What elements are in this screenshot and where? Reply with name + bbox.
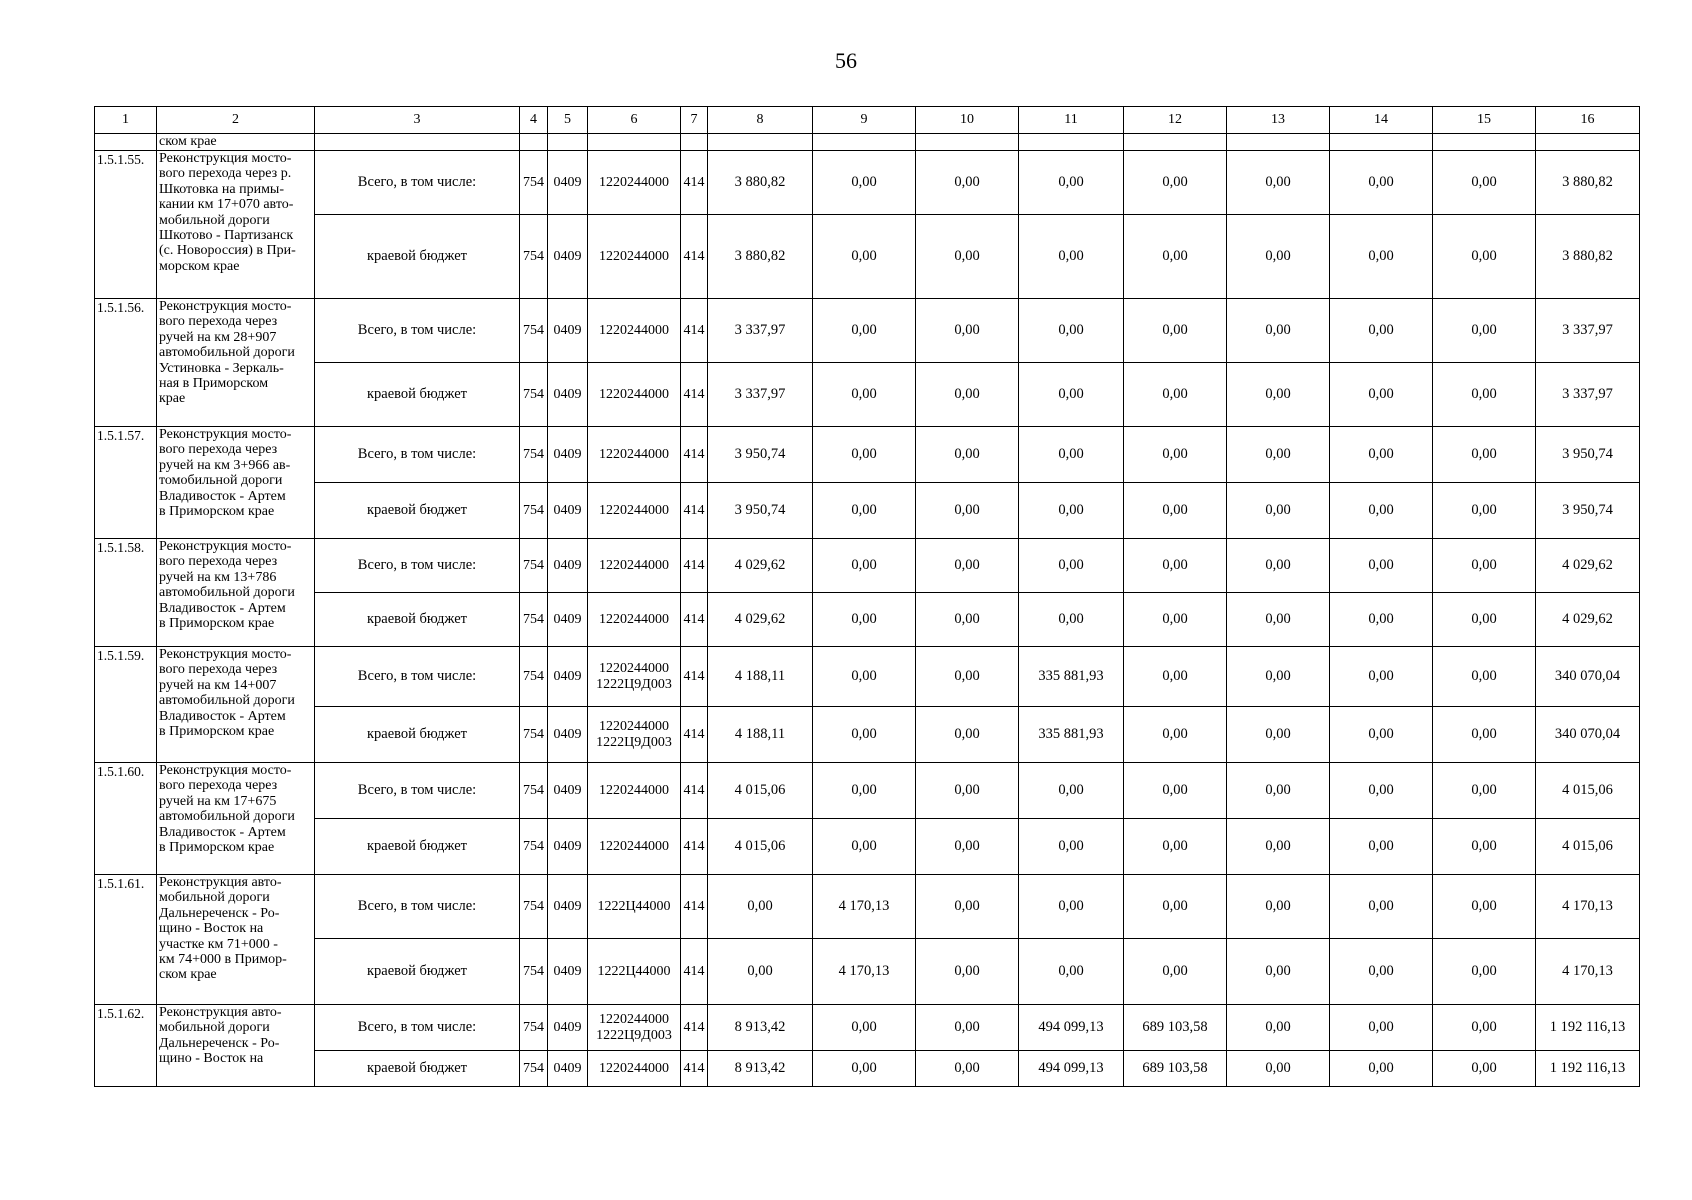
item-code: 1.5.1.62. [95,1005,157,1087]
col5-cell: 0409 [548,215,588,299]
funding-source: краевой бюджет [315,363,520,427]
col16-value: 4 029,62 [1536,593,1640,647]
col11-value: 494 099,13 [1019,1051,1124,1087]
table-row [95,819,1640,875]
col10-value: 0,00 [916,1005,1019,1051]
col7-cell: 414 [681,763,708,819]
col9-value: 0,00 [813,215,916,299]
col14-value: 0,00 [1330,1051,1433,1087]
col16-value: 1 192 116,13 [1536,1005,1640,1051]
column-header: 2 [157,107,315,134]
item-code: 1.5.1.55. [95,151,157,299]
col16-value: 340 070,04 [1536,647,1640,707]
col7-cell: 414 [681,151,708,215]
column-header: 5 [548,107,588,134]
col16-value: 3 337,97 [1536,363,1640,427]
col9-value: 0,00 [813,593,916,647]
table-row [95,539,1640,593]
col8-value: 8 913,42 [708,1005,813,1051]
col9-value: 0,00 [813,763,916,819]
col10-value: 0,00 [916,483,1019,539]
column-header: 4 [520,107,548,134]
col6-cell: 1220244000 [588,299,681,363]
col4-cell: 754 [520,151,548,215]
col5-cell: 0409 [548,539,588,593]
col6-cell: 1220244000 [588,539,681,593]
col13-value: 0,00 [1227,763,1330,819]
col4-cell: 754 [520,875,548,939]
funding-source: Всего, в том числе: [315,1005,520,1051]
funding-source: Всего, в том числе: [315,151,520,215]
col11-value: 0,00 [1019,539,1124,593]
col10-value: 0,00 [916,819,1019,875]
col13-value: 0,00 [1227,593,1330,647]
funding-source: краевой бюджет [315,593,520,647]
empty-cell [95,134,157,151]
col11-value: 0,00 [1019,215,1124,299]
column-header: 1 [95,107,157,134]
col11-value: 0,00 [1019,483,1124,539]
column-header: 6 [588,107,681,134]
empty-cell [1536,134,1640,151]
col5-cell: 0409 [548,647,588,707]
col6-cell: 1220244000 1222Ц9Д003 [588,707,681,763]
col14-value: 0,00 [1330,939,1433,1005]
col7-cell: 414 [681,427,708,483]
col4-cell: 754 [520,1051,548,1087]
col12-value: 0,00 [1124,151,1227,215]
col9-value: 4 170,13 [813,939,916,1005]
empty-cell [813,134,916,151]
col4-cell: 754 [520,647,548,707]
col8-value: 3 337,97 [708,299,813,363]
table-row [95,707,1640,763]
col12-value: 0,00 [1124,483,1227,539]
col11-value: 0,00 [1019,427,1124,483]
col7-cell: 414 [681,483,708,539]
item-description: Реконструкция мосто- вого перехода через ручей на км 14+007 автомобильной дороги Владивосток - Артем в Приморском крае [157,647,315,763]
table-row [95,763,1640,819]
col11-value: 0,00 [1019,939,1124,1005]
funding-source: краевой бюджет [315,215,520,299]
col4-cell: 754 [520,427,548,483]
col8-value: 4 188,11 [708,707,813,763]
col9-value: 0,00 [813,151,916,215]
col12-value: 0,00 [1124,539,1227,593]
col11-value: 0,00 [1019,151,1124,215]
funding-source: Всего, в том числе: [315,875,520,939]
table-row [95,1005,1640,1051]
table-row [95,151,1640,215]
col13-value: 0,00 [1227,875,1330,939]
col4-cell: 754 [520,939,548,1005]
item-description: Реконструкция мосто- вого перехода через ручей на км 3+966 ав- томобильной дороги Владивосток - Артем в Приморском крае [157,427,315,539]
col10-value: 0,00 [916,151,1019,215]
col10-value: 0,00 [916,427,1019,483]
col4-cell: 754 [520,819,548,875]
col15-value: 0,00 [1433,427,1536,483]
table-row [95,299,1640,363]
col16-value: 3 880,82 [1536,151,1640,215]
col4-cell: 754 [520,1005,548,1051]
funding-source: краевой бюджет [315,707,520,763]
column-header: 13 [1227,107,1330,134]
col6-cell: 1222Ц44000 [588,875,681,939]
col12-value: 0,00 [1124,363,1227,427]
item-description: Реконструкция мосто- вого перехода через ручей на км 17+675 автомобильной дороги Владивосток - Артем в Приморском крае [157,763,315,875]
col6-cell: 1220244000 [588,427,681,483]
col7-cell: 414 [681,875,708,939]
table-row [95,363,1640,427]
column-header: 3 [315,107,520,134]
col4-cell: 754 [520,763,548,819]
col13-value: 0,00 [1227,363,1330,427]
col12-value: 0,00 [1124,215,1227,299]
col14-value: 0,00 [1330,483,1433,539]
col10-value: 0,00 [916,299,1019,363]
col13-value: 0,00 [1227,1051,1330,1087]
col10-value: 0,00 [916,363,1019,427]
column-header: 16 [1536,107,1640,134]
col7-cell: 414 [681,819,708,875]
col14-value: 0,00 [1330,875,1433,939]
col4-cell: 754 [520,593,548,647]
col16-value: 1 192 116,13 [1536,1051,1640,1087]
col16-value: 340 070,04 [1536,707,1640,763]
col9-value: 0,00 [813,707,916,763]
col16-value: 4 015,06 [1536,819,1640,875]
col11-value: 0,00 [1019,763,1124,819]
col6-cell: 1220244000 [588,819,681,875]
col15-value: 0,00 [1433,539,1536,593]
col14-value: 0,00 [1330,647,1433,707]
col10-value: 0,00 [916,215,1019,299]
col7-cell: 414 [681,707,708,763]
col5-cell: 0409 [548,707,588,763]
col10-value: 0,00 [916,763,1019,819]
col15-value: 0,00 [1433,1005,1536,1051]
col6-cell: 1220244000 [588,215,681,299]
col8-value: 3 880,82 [708,215,813,299]
item-code: 1.5.1.61. [95,875,157,1005]
col9-value: 0,00 [813,819,916,875]
col4-cell: 754 [520,215,548,299]
col6-cell: 1220244000 [588,1051,681,1087]
col13-value: 0,00 [1227,427,1330,483]
col11-value: 0,00 [1019,819,1124,875]
col5-cell: 0409 [548,763,588,819]
col8-value: 4 029,62 [708,539,813,593]
col7-cell: 414 [681,539,708,593]
col14-value: 0,00 [1330,363,1433,427]
col5-cell: 0409 [548,1005,588,1051]
empty-cell [548,134,588,151]
col13-value: 0,00 [1227,939,1330,1005]
table-row [95,427,1640,483]
col5-cell: 0409 [548,363,588,427]
col4-cell: 754 [520,539,548,593]
col12-value: 0,00 [1124,819,1227,875]
col6-cell: 1220244000 [588,363,681,427]
column-header: 7 [681,107,708,134]
col14-value: 0,00 [1330,819,1433,875]
col15-value: 0,00 [1433,483,1536,539]
page-number: 56 [835,48,857,73]
col16-value: 3 880,82 [1536,215,1640,299]
col7-cell: 414 [681,363,708,427]
col12-value: 0,00 [1124,939,1227,1005]
col8-value: 0,00 [708,939,813,1005]
col7-cell: 414 [681,299,708,363]
col12-value: 689 103,58 [1124,1051,1227,1087]
col11-value: 335 881,93 [1019,647,1124,707]
col14-value: 0,00 [1330,539,1433,593]
col6-cell: 1220244000 [588,151,681,215]
empty-cell [1227,134,1330,151]
col7-cell: 414 [681,647,708,707]
funding-source: Всего, в том числе: [315,299,520,363]
col13-value: 0,00 [1227,1005,1330,1051]
col14-value: 0,00 [1330,215,1433,299]
col12-value: 0,00 [1124,299,1227,363]
col9-value: 4 170,13 [813,875,916,939]
col12-value: 0,00 [1124,647,1227,707]
col8-value: 3 950,74 [708,427,813,483]
col14-value: 0,00 [1330,427,1433,483]
empty-cell [681,134,708,151]
funding-source: Всего, в том числе: [315,539,520,593]
col15-value: 0,00 [1433,939,1536,1005]
col6-cell: 1220244000 1222Ц9Д003 [588,1005,681,1051]
col11-value: 0,00 [1019,593,1124,647]
col8-value: 4 015,06 [708,819,813,875]
table-row [95,875,1640,939]
column-header: 14 [1330,107,1433,134]
col14-value: 0,00 [1330,763,1433,819]
col12-value: 689 103,58 [1124,1005,1227,1051]
col13-value: 0,00 [1227,647,1330,707]
empty-cell [588,134,681,151]
col5-cell: 0409 [548,151,588,215]
col5-cell: 0409 [548,593,588,647]
item-code: 1.5.1.59. [95,647,157,763]
empty-cell [1433,134,1536,151]
col10-value: 0,00 [916,707,1019,763]
table-row [95,483,1640,539]
col14-value: 0,00 [1330,299,1433,363]
column-header: 8 [708,107,813,134]
col11-value: 0,00 [1019,363,1124,427]
empty-cell [708,134,813,151]
col5-cell: 0409 [548,939,588,1005]
col11-value: 335 881,93 [1019,707,1124,763]
col14-value: 0,00 [1330,1005,1433,1051]
col15-value: 0,00 [1433,593,1536,647]
col7-cell: 414 [681,1051,708,1087]
col9-value: 0,00 [813,1051,916,1087]
column-header: 12 [1124,107,1227,134]
col6-cell: 1220244000 [588,593,681,647]
col8-value: 3 950,74 [708,483,813,539]
funding-source: Всего, в том числе: [315,763,520,819]
empty-cell [1330,134,1433,151]
col4-cell: 754 [520,363,548,427]
col10-value: 0,00 [916,1051,1019,1087]
item-description: Реконструкция авто- мобильной дороги Дальнереченск - Ро- щино - Восток на участке км 71+000 - км 74+000 в Примор- ском крае [157,875,315,1005]
col4-cell: 754 [520,707,548,763]
table-row [95,647,1640,707]
col12-value: 0,00 [1124,707,1227,763]
col4-cell: 754 [520,483,548,539]
col11-value: 0,00 [1019,875,1124,939]
col16-value: 4 170,13 [1536,875,1640,939]
funding-source: Всего, в том числе: [315,427,520,483]
col12-value: 0,00 [1124,593,1227,647]
col8-value: 4 015,06 [708,763,813,819]
col8-value: 4 029,62 [708,593,813,647]
col5-cell: 0409 [548,483,588,539]
funding-source: краевой бюджет [315,483,520,539]
col11-value: 0,00 [1019,299,1124,363]
col7-cell: 414 [681,593,708,647]
col9-value: 0,00 [813,647,916,707]
col8-value: 3 337,97 [708,363,813,427]
item-description: Реконструкция мосто- вого перехода через ручей на км 13+786 автомобильной дороги Владивосток - Артем в Приморском крае [157,539,315,647]
col11-value: 494 099,13 [1019,1005,1124,1051]
col16-value: 4 170,13 [1536,939,1640,1005]
col15-value: 0,00 [1433,363,1536,427]
col16-value: 3 337,97 [1536,299,1640,363]
col15-value: 0,00 [1433,215,1536,299]
col16-value: 3 950,74 [1536,483,1640,539]
col9-value: 0,00 [813,539,916,593]
table-row [95,593,1640,647]
col8-value: 3 880,82 [708,151,813,215]
col5-cell: 0409 [548,1051,588,1087]
item-code: 1.5.1.56. [95,299,157,427]
col6-cell: 1220244000 [588,763,681,819]
col13-value: 0,00 [1227,483,1330,539]
table-row [95,1051,1640,1087]
col8-value: 0,00 [708,875,813,939]
col14-value: 0,00 [1330,151,1433,215]
funding-source: Всего, в том числе: [315,647,520,707]
col13-value: 0,00 [1227,819,1330,875]
col15-value: 0,00 [1433,763,1536,819]
funding-source: краевой бюджет [315,819,520,875]
col9-value: 0,00 [813,1005,916,1051]
column-header: 15 [1433,107,1536,134]
continuation-row [95,134,1640,151]
col9-value: 0,00 [813,483,916,539]
col5-cell: 0409 [548,299,588,363]
item-code: 1.5.1.57. [95,427,157,539]
col8-value: 4 188,11 [708,647,813,707]
table-row [95,215,1640,299]
col15-value: 0,00 [1433,707,1536,763]
col12-value: 0,00 [1124,875,1227,939]
col7-cell: 414 [681,215,708,299]
col15-value: 0,00 [1433,819,1536,875]
budget-table [94,106,1640,1087]
empty-cell [520,134,548,151]
col10-value: 0,00 [916,647,1019,707]
col16-value: 4 015,06 [1536,763,1640,819]
col12-value: 0,00 [1124,427,1227,483]
col9-value: 0,00 [813,427,916,483]
col8-value: 8 913,42 [708,1051,813,1087]
col7-cell: 414 [681,1005,708,1051]
column-header: 11 [1019,107,1124,134]
empty-cell [1019,134,1124,151]
col5-cell: 0409 [548,819,588,875]
col13-value: 0,00 [1227,707,1330,763]
column-header: 9 [813,107,916,134]
col10-value: 0,00 [916,939,1019,1005]
col6-cell: 1222Ц44000 [588,939,681,1005]
item-description: Реконструкция авто- мобильной дороги Дальнереченск - Ро- щино - Восток на [157,1005,315,1087]
col13-value: 0,00 [1227,215,1330,299]
col10-value: 0,00 [916,539,1019,593]
col6-cell: 1220244000 [588,483,681,539]
col7-cell: 414 [681,939,708,1005]
col13-value: 0,00 [1227,151,1330,215]
empty-cell [916,134,1019,151]
col12-value: 0,00 [1124,763,1227,819]
col14-value: 0,00 [1330,593,1433,647]
funding-source: краевой бюджет [315,939,520,1005]
col13-value: 0,00 [1227,539,1330,593]
empty-cell [315,134,520,151]
funding-source: краевой бюджет [315,1051,520,1087]
col13-value: 0,00 [1227,299,1330,363]
item-description: Реконструкция мосто- вого перехода через ручей на км 28+907 автомобильной дороги Устиновка - Зеркаль- ная в Приморском крае [157,299,315,427]
col5-cell: 0409 [548,875,588,939]
header-row [95,107,1640,134]
item-code: 1.5.1.58. [95,539,157,647]
continuation-text: ском крае [157,134,315,151]
col15-value: 0,00 [1433,1051,1536,1087]
col14-value: 0,00 [1330,707,1433,763]
col9-value: 0,00 [813,299,916,363]
empty-cell [1124,134,1227,151]
item-code: 1.5.1.60. [95,763,157,875]
table-row [95,939,1640,1005]
item-description: Реконструкция мосто- вого перехода через р. Шкотовка на примы- кании км 17+070 авто- мобильной дороги Шкотово - Партизанск (с. Новороссия) в При- морском крае [157,151,315,299]
col15-value: 0,00 [1433,875,1536,939]
column-header: 10 [916,107,1019,134]
col16-value: 3 950,74 [1536,427,1640,483]
col4-cell: 754 [520,299,548,363]
col15-value: 0,00 [1433,299,1536,363]
col15-value: 0,00 [1433,151,1536,215]
col16-value: 4 029,62 [1536,539,1640,593]
col10-value: 0,00 [916,593,1019,647]
col10-value: 0,00 [916,875,1019,939]
col5-cell: 0409 [548,427,588,483]
col15-value: 0,00 [1433,647,1536,707]
table-body [95,107,1640,1087]
col6-cell: 1220244000 1222Ц9Д003 [588,647,681,707]
col9-value: 0,00 [813,363,916,427]
